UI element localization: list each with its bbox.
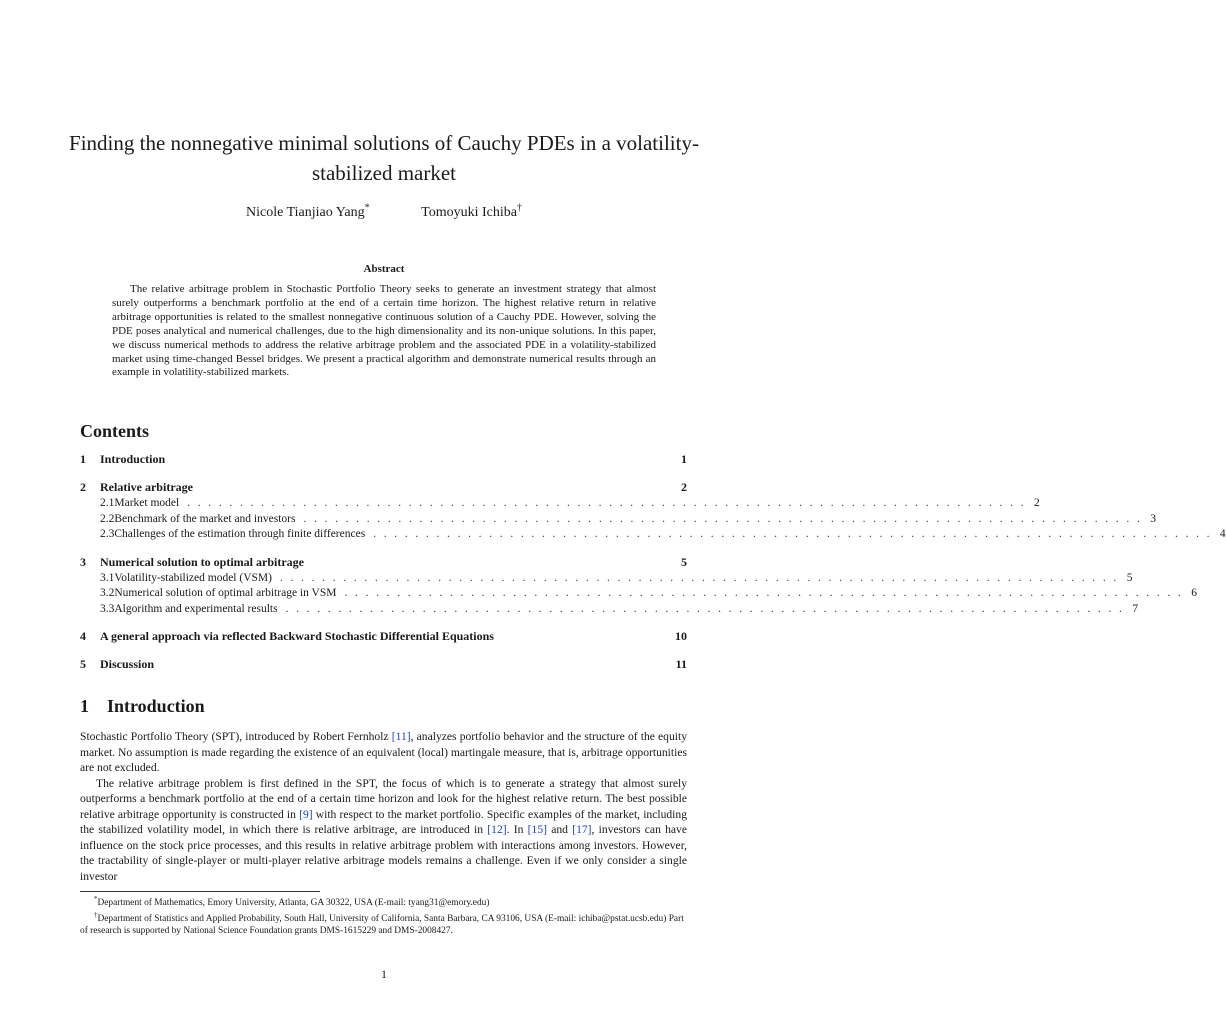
toc-subsection-page: 6 bbox=[1191, 587, 1197, 599]
toc-leader-dots: . . . . . . . . . . . . . . . . . . . . . . . . . . . . . . . . . . . . . . . . . . . . . . . . . . . . . . . . . . . . . . . . . . . . . . . . . . . . . . . . bbox=[303, 512, 1143, 525]
text-run: , analyzes portfolio behavior and the structure of the equity market. No assumption is made regarding the existence of an equivalent (local) martingale measure, that is, arbitrage opportunities are not excluded. bbox=[80, 730, 688, 774]
toc-subsection-number: 2.3 bbox=[100, 528, 115, 540]
footnote-1 bbox=[80, 893, 687, 909]
toc-section-number: 1 bbox=[80, 452, 86, 466]
toc-section-page: 1 bbox=[681, 452, 687, 466]
toc-subsection-number: 2.1 bbox=[100, 497, 115, 509]
section-title: Introduction bbox=[107, 696, 205, 716]
toc-section-4[interactable] bbox=[80, 629, 687, 646]
citation-link[interactable]: [15] bbox=[527, 823, 547, 836]
toc-spacer bbox=[80, 544, 687, 555]
toc-section-number: 2 bbox=[80, 480, 86, 494]
citation-link[interactable]: [11] bbox=[391, 730, 411, 743]
abstract-heading: Abstract bbox=[363, 263, 405, 275]
toc-section-number: 5 bbox=[80, 657, 86, 671]
toc-section-page: 10 bbox=[675, 629, 687, 643]
author-1-name: Nicole Tianjiao Yang bbox=[246, 204, 365, 220]
toc-subsection-page: 5 bbox=[1126, 571, 1133, 584]
toc-section-title: Numerical solution to optimal arbitrage bbox=[100, 554, 304, 569]
toc-spacer bbox=[80, 618, 687, 629]
toc-subsection-3-3[interactable] bbox=[80, 602, 1139, 619]
author-2-mark: † bbox=[516, 202, 522, 213]
toc-subsection-title: Market model bbox=[114, 497, 180, 509]
toc-spacer bbox=[80, 469, 687, 480]
text-run: and bbox=[547, 823, 573, 836]
toc-subsection-title: Volatility-stabilized model (VSM) bbox=[114, 571, 272, 584]
toc-section-title: Relative arbitrage bbox=[100, 480, 193, 494]
section-body bbox=[80, 729, 687, 884]
toc-subsection-number: 2.2 bbox=[100, 512, 115, 525]
toc-leader-dots: . . . . . . . . . . . . . . . . . . . . . . . . . . . . . . . . . . . . . . . . . . . . . . . . . . . . . . . . . . . . . . . . . . . . . . . . . . . . . . . . bbox=[344, 587, 1184, 599]
paragraph-1 bbox=[80, 729, 687, 776]
toc-subsection-number: 3.3 bbox=[100, 602, 115, 615]
contents-heading: Contents bbox=[80, 421, 150, 441]
citation-link[interactable]: [17] bbox=[572, 823, 592, 836]
toc-leader-dots: . . . . . . . . . . . . . . . . . . . . . . . . . . . . . . . . . . . . . . . . . . . . . . . . . . . . . . . . . . . . . . . . . . . . . . . . . . . . . . . . bbox=[279, 571, 1119, 584]
footnote-text: Department of Mathematics, Emory University, Atlanta, GA 30322, USA (E-mail: tyang31@emory.edu) bbox=[97, 898, 490, 909]
footnote-mark: * bbox=[94, 895, 98, 903]
footnote-rule bbox=[80, 891, 320, 892]
toc-subsection-2-2[interactable] bbox=[80, 512, 1156, 529]
toc-section-3[interactable] bbox=[80, 555, 687, 572]
footnote-text: Department of Statistics and Applied Probability, South Hall, University of California, Santa Barbara, CA 93106, USA (E-mail: ichiba@pstat.ucsb.edu) Part of research is supported by National Science Foundation grants DMS-1615229 and DMS-2008427. bbox=[80, 914, 684, 937]
author-1-mark: * bbox=[364, 202, 370, 213]
toc-subsection-page: 4 bbox=[1219, 528, 1226, 540]
footnote-2 bbox=[80, 909, 687, 937]
table-of-contents bbox=[80, 452, 1226, 674]
toc-spacer bbox=[80, 646, 687, 657]
toc-subsection-number: 3.2 bbox=[100, 587, 115, 599]
author-1 bbox=[246, 202, 370, 220]
toc-subsection-title: Challenges of the estimation through finite differences bbox=[114, 528, 366, 540]
toc-section-title: Introduction bbox=[100, 452, 166, 466]
toc-subsection-title: Algorithm and experimental results bbox=[114, 602, 278, 615]
toc-subsection-3-1[interactable] bbox=[80, 571, 1133, 588]
author-2-name: Tomoyuki Ichiba bbox=[421, 204, 517, 220]
footnote-mark: † bbox=[94, 911, 98, 920]
footnotes bbox=[80, 893, 687, 937]
paragraph-2 bbox=[80, 776, 687, 885]
text-run: The relative arbitrage problem is first defined in the SPT, the focus of which is to generate a strategy that almost surely outperforms a benchmark portfolio at the end of a certain time horizon and look for the highest relative return. The best possible relative arbitrage opportunity is constructed in bbox=[80, 776, 687, 821]
toc-subsection-2-3[interactable] bbox=[80, 528, 1226, 544]
text-run: . In bbox=[506, 823, 528, 836]
text-run: , investors can have influence on the stock price processes, and this results in relative arbitrage problem with interactions among investors. However, the tractability of single-player or multi-player relative arbitrage models remains a challenge. Even if we only consider a single investor bbox=[80, 823, 687, 883]
toc-section-page: 5 bbox=[681, 554, 687, 569]
toc-section-title: Discussion bbox=[100, 657, 155, 671]
toc-section-1[interactable] bbox=[80, 452, 687, 469]
toc-subsection-3-2[interactable] bbox=[80, 587, 1197, 603]
toc-section-number: 4 bbox=[80, 629, 86, 643]
toc-subsection-number: 3.1 bbox=[100, 571, 115, 584]
author-list bbox=[0, 202, 768, 221]
toc-leader-dots: . . . . . . . . . . . . . . . . . . . . . . . . . . . . . . . . . . . . . . . . . . . . . . . . . . . . . . . . . . . . . . . . . . . . . . . . . . . . . . . . bbox=[285, 602, 1125, 615]
text-run: Stochastic Portfolio Theory (SPT), introduced by Robert Fernholz bbox=[80, 730, 392, 743]
toc-section-page: 11 bbox=[675, 657, 687, 671]
toc-section-number: 3 bbox=[80, 554, 86, 569]
toc-subsection-page: 7 bbox=[1132, 602, 1139, 615]
author-2 bbox=[421, 202, 522, 220]
toc-section-2[interactable] bbox=[80, 480, 687, 497]
toc-subsection-page: 3 bbox=[1150, 512, 1156, 525]
toc-subsection-2-1[interactable] bbox=[80, 497, 1040, 513]
toc-section-title: A general approach via reflected Backward Stochastic Differential Equations bbox=[100, 629, 494, 643]
section-heading bbox=[80, 696, 205, 717]
paper-title: Finding the nonnegative minimal solutions of Cauchy PDEs in a volatility-stabilized market bbox=[69, 131, 699, 185]
abstract-body: The relative arbitrage problem in Stochastic Portfolio Theory seeks to generate an investment strategy that almost surely outperforms a benchmark portfolio at the end of a certain time horizon. The highest relative return in relative arbitrage opportunities is related to the smallest nonnegative continuous solution of a Cauchy PDE. However, solving the PDE poses analytical and numerical challenges, due to the high dimensionality and its non-unique solutions. In this paper, we discuss numerical methods to address the relative arbitrage problem and the associated PDE in a volatility-stabilized market using time-changed Bessel bridges. We present a practical algorithm and demonstrate numerical results through an example in volatility-stabilized markets. bbox=[112, 283, 656, 379]
section-number: 1 bbox=[80, 696, 89, 716]
citation-link[interactable]: [12] bbox=[487, 823, 507, 836]
text-run: with respect to the market portfolio. Specific examples of the market, including the stabilized volatility model, in which there is relative arbitrage, are introduced in bbox=[80, 807, 687, 836]
toc-subsection-page: 2 bbox=[1033, 497, 1040, 509]
toc-subsection-title: Numerical solution of optimal arbitrage in VSM bbox=[114, 587, 337, 599]
page-number: 1 bbox=[381, 967, 387, 981]
toc-leader-dots: . . . . . . . . . . . . . . . . . . . . . . . . . . . . . . . . . . . . . . . . . . . . . . . . . . . . . . . . . . . . . . . . . . . . . . . . . . . . . . . . bbox=[187, 497, 1026, 509]
citation-link[interactable]: [9] bbox=[299, 807, 313, 821]
toc-leader-dots: . . . . . . . . . . . . . . . . . . . . . . . . . . . . . . . . . . . . . . . . . . . . . . . . . . . . . . . . . . . . . . . . . . . . . . . . . . . . . . . . bbox=[373, 528, 1212, 540]
toc-subsection-title: Benchmark of the market and investors bbox=[114, 512, 296, 525]
toc-section-page: 2 bbox=[681, 480, 687, 494]
toc-section-5[interactable] bbox=[80, 657, 687, 674]
